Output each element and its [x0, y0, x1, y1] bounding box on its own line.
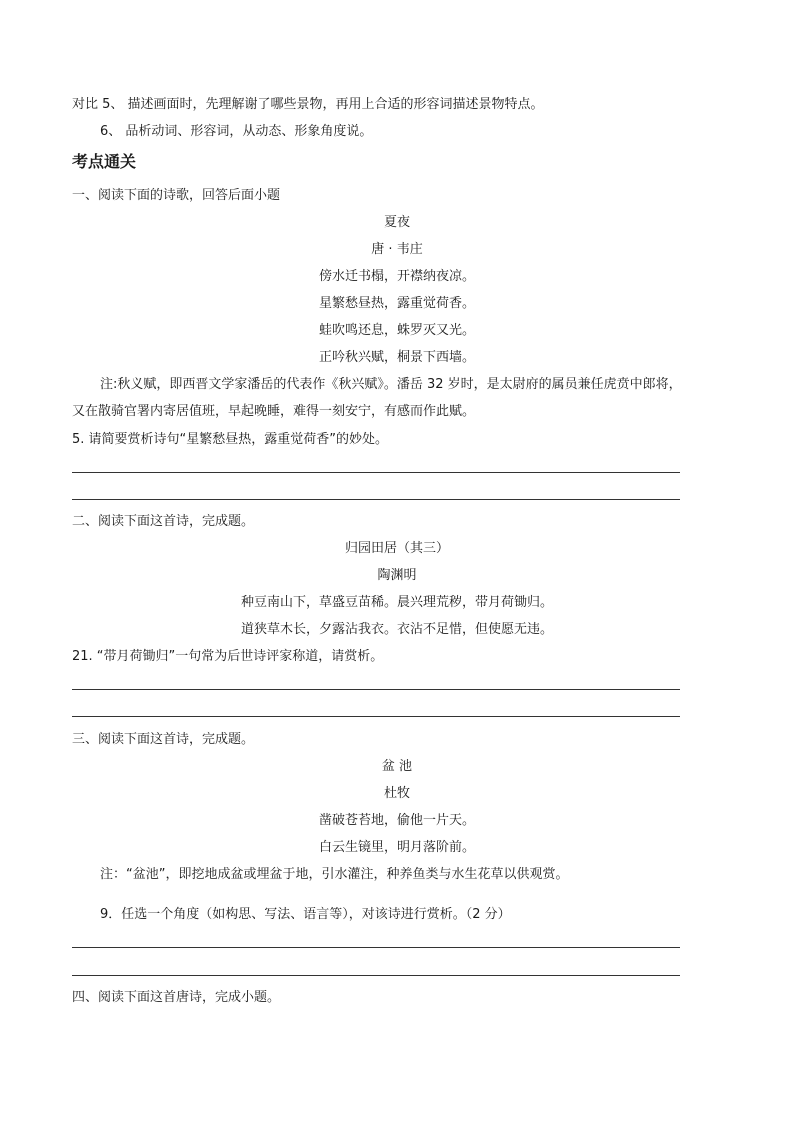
q3-poem-line: 凿破苍苔地，偷他一片天。: [318, 813, 475, 828]
q1-poem-line: 正吟秋兴赋，桐景下西墙。: [318, 350, 475, 365]
intro-line-2: 6、 品析动词、形容词，从动态、形象角度说。: [100, 124, 373, 139]
q2-question: 21. “带月荷锄归”一句常为后世诗评家称道，请赏析。: [72, 649, 384, 664]
q1-poem-line: 傍水迁书榻，开襟纳夜凉。: [318, 269, 475, 284]
q4-prompt: 四、阅读下面这首唐诗，完成小题。: [72, 990, 281, 1005]
q3-note: 注：“盆池”，即挖地成盆或埋盆于地，引水灌注，种养鱼类与水生花草以供观赏。: [100, 867, 569, 882]
q1-prompt: 一、阅读下面的诗歌，回答后面小题: [72, 188, 281, 203]
q3-poem-line: 白云生镜里，明月落阶前。: [318, 840, 475, 855]
section-heading: 考点通关: [72, 152, 137, 171]
q3-poem-title: 盆 池: [381, 759, 413, 774]
q1-poem-title: 夏夜: [383, 215, 410, 230]
q2-poem-title: 归园田居（其三）: [344, 541, 449, 556]
q1-poem-line: 蛙吹鸣还息，蛛罗灭又光。: [318, 323, 475, 338]
q2-poem-line: 种豆南山下，草盛豆苗稀。晨兴理荒秽，带月荷锄归。: [240, 595, 553, 610]
q1-answer-line[interactable]: [72, 499, 680, 500]
q1-answer-line[interactable]: [72, 472, 680, 473]
q3-answer-line[interactable]: [72, 947, 680, 948]
q3-answer-line[interactable]: [72, 975, 680, 976]
q1-author: 唐 · 韦庄: [371, 242, 423, 257]
q2-answer-line[interactable]: [72, 716, 680, 717]
q3-prompt: 三、阅读下面这首诗，完成题。: [72, 732, 255, 747]
q2-prompt: 二、阅读下面这首诗，完成题。: [72, 514, 255, 529]
q2-poem-line: 道狭草木长，夕露沾我衣。衣沾不足惜，但使愿无违。: [240, 622, 553, 637]
q1-note-line-1: 注:秋义赋，即西晋文学家潘岳的代表作《秋兴赋》。潘岳 32 岁时，是太尉府的属员兼任虎贲中郎将，: [100, 377, 682, 392]
q3-author: 杜牧: [383, 786, 410, 801]
q2-author: 陶渊明: [377, 568, 417, 583]
q2-answer-line[interactable]: [72, 689, 680, 690]
q1-question: 5. 请简要赏析诗句“星繁愁昼热，露重觉荷香”的妙处。: [72, 432, 389, 447]
q1-note-line-2: 又在散骑官署内寄居值班，早起晚睡，难得一刻安宁，有感而作此赋。: [72, 404, 476, 419]
q1-poem-line: 星繁愁昼热，露重觉荷香。: [318, 296, 475, 311]
q3-question: 9．任选一个角度（如构思、写法、语言等），对该诗进行赏析。（2 分）: [100, 907, 511, 922]
intro-line-1: 对比 5、 描述画面时，先理解谢了哪些景物，再用上合适的形容词描述景物特点。: [72, 97, 544, 112]
